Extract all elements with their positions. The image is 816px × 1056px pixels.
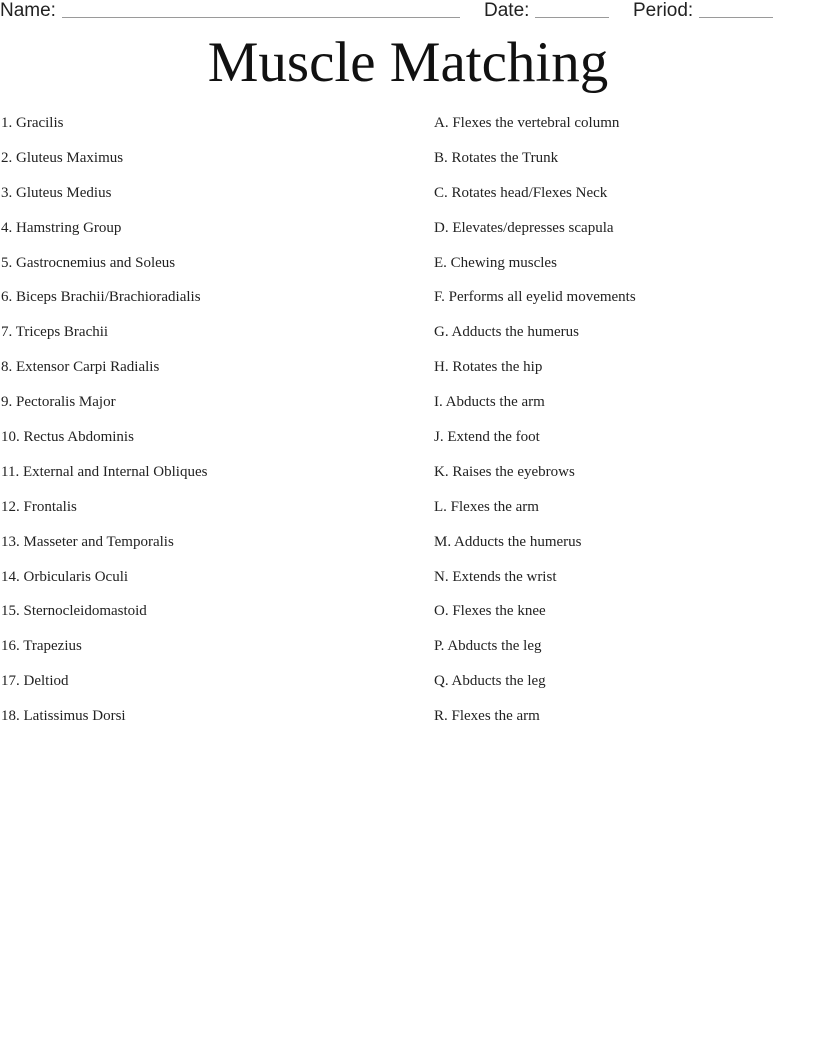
function-item: J. Extend the foot [434, 429, 540, 446]
function-item: D. Elevates/depresses scapula [434, 219, 614, 236]
muscle-item: 2. Gluteus Maximus [1, 149, 124, 166]
period-label: Period: [633, 0, 694, 21]
function-item: M. Adducts the humerus [434, 533, 582, 550]
date-blank-line[interactable] [535, 0, 609, 18]
function-item: I. Abducts the arm [434, 394, 545, 411]
muscle-item: 13. Masseter and Temporalis [1, 533, 174, 550]
period-field [633, 0, 773, 22]
function-item: R. Flexes the arm [434, 708, 540, 725]
muscle-item: 15. Sternocleidomastoid [1, 603, 147, 620]
date-field [484, 0, 609, 22]
name-label: Name: [0, 0, 56, 21]
muscle-item: 4. Hamstring Group [1, 219, 122, 236]
function-item: N. Extends the wrist [434, 568, 557, 585]
muscle-item: 11. External and Internal Obliques [1, 463, 208, 480]
muscle-item: 6. Biceps Brachii/Brachioradialis [1, 289, 201, 306]
muscle-item: 1. Gracilis [1, 115, 64, 131]
function-item: G. Adducts the humerus [434, 324, 579, 341]
muscle-item: 7. Triceps Brachii [1, 324, 109, 341]
muscle-item: 9. Pectoralis Major [1, 394, 116, 411]
function-item: O. Flexes the knee [434, 603, 546, 620]
muscle-item: 16. Trapezius [1, 638, 82, 655]
function-item: H. Rotates the hip [434, 359, 543, 376]
muscle-list [1, 111, 421, 739]
function-item: E. Chewing muscles [434, 254, 557, 271]
date-label: Date: [484, 0, 530, 21]
muscle-item: 5. Gastrocnemius and Soleus [1, 254, 176, 271]
name-field [0, 0, 460, 22]
function-item: C. Rotates head/Flexes Neck [434, 184, 608, 201]
function-item: L. Flexes the arm [434, 498, 539, 515]
name-blank-line[interactable] [62, 0, 460, 18]
muscle-item: 3. Gluteus Medius [1, 184, 112, 201]
muscle-item: 12. Frontalis [1, 498, 77, 515]
page-title: Muscle Matching [207, 31, 609, 94]
muscle-item: 10. Rectus Abdominis [1, 429, 134, 446]
period-blank-line[interactable] [699, 0, 773, 18]
function-list [434, 111, 814, 739]
muscle-item: 8. Extensor Carpi Radialis [1, 359, 160, 376]
function-item: Q. Abducts the leg [434, 673, 546, 690]
muscle-item: 17. Deltiod [1, 673, 69, 690]
worksheet-header [0, 0, 816, 22]
muscle-item: 14. Orbicularis Oculi [1, 568, 129, 585]
function-item: P. Abducts the leg [434, 638, 542, 655]
function-item: A. Flexes the vertebral column [434, 115, 620, 131]
function-item: F. Performs all eyelid movements [434, 289, 636, 306]
function-item: B. Rotates the Trunk [434, 149, 559, 166]
muscle-item: 18. Latissimus Dorsi [1, 708, 126, 725]
function-item: K. Raises the eyebrows [434, 463, 575, 480]
